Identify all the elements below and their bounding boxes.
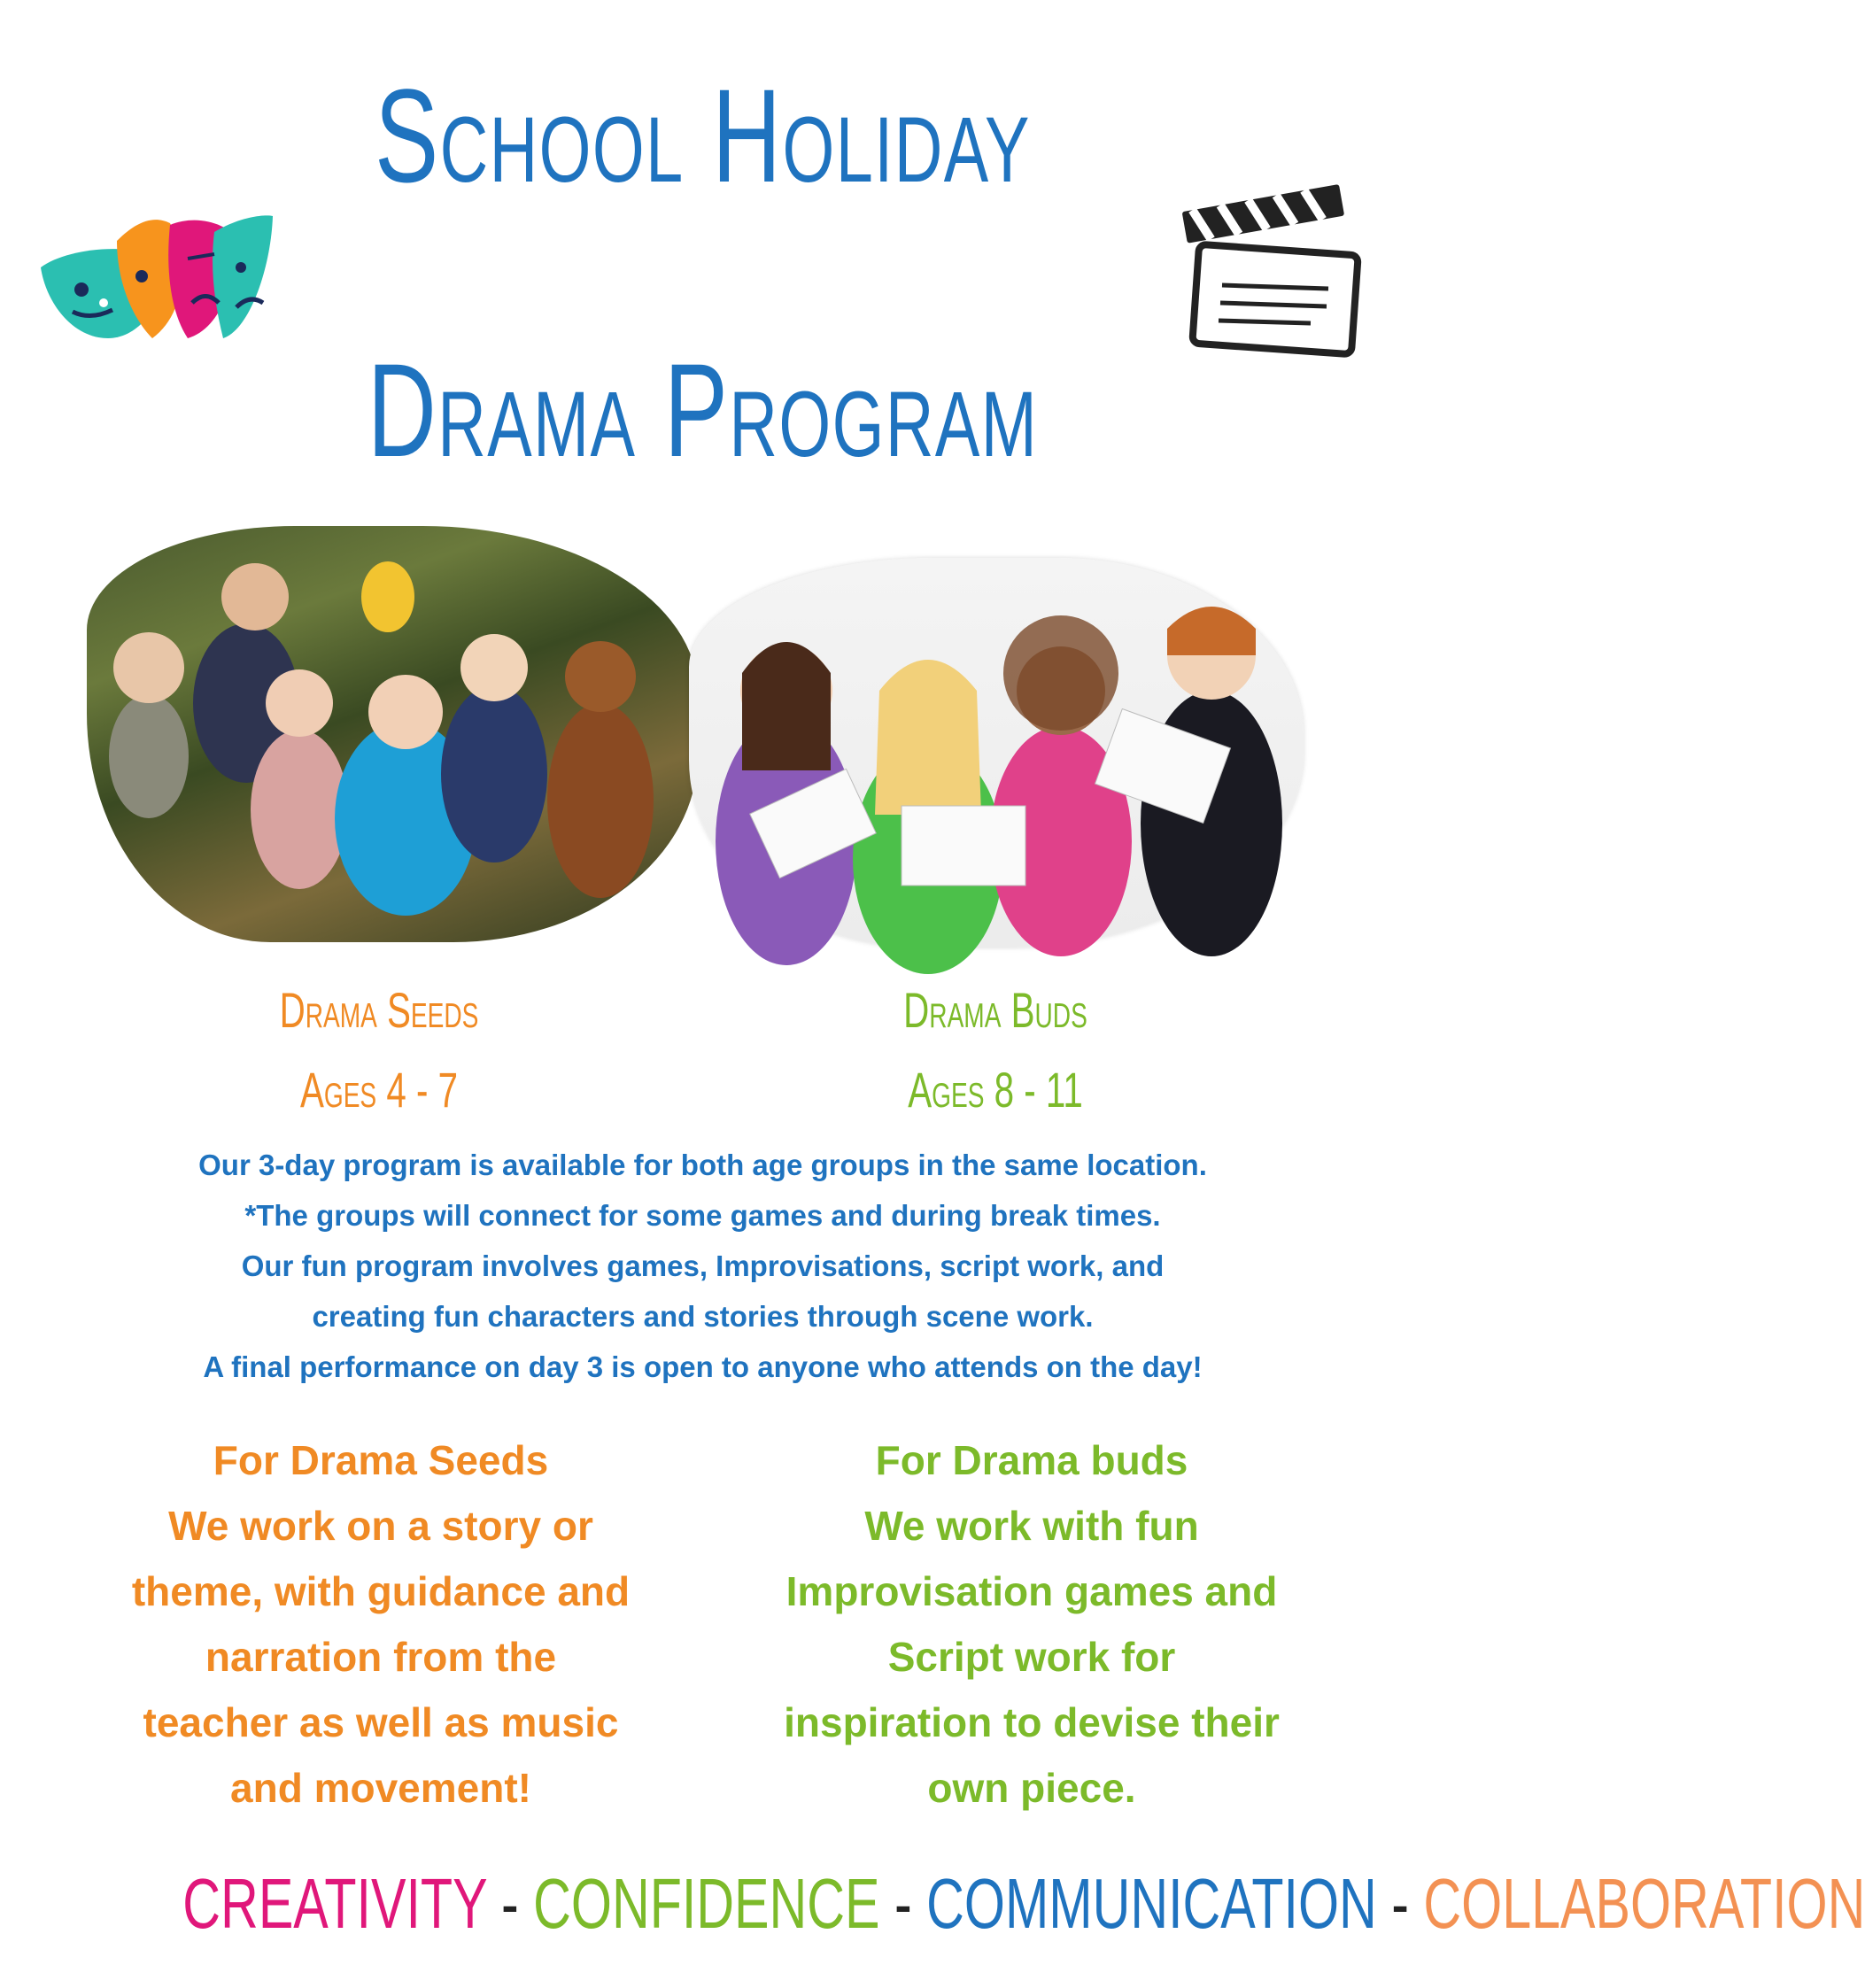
values-tagline: [182, 1864, 1865, 1943]
buds-heading: For Drama buds: [875, 1437, 1188, 1483]
seeds-heading: For Drama Seeds: [213, 1437, 549, 1483]
tagline-separator: -: [1391, 1864, 1409, 1943]
tagline-collaboration: COLLABORATION: [1423, 1864, 1865, 1943]
tagline-separator: -: [500, 1864, 519, 1943]
kids-reading-scripts-image: [689, 558, 1304, 948]
intro-line: *The groups will connect for some games and during break times.: [244, 1199, 1161, 1232]
seeds-group-name: Drama Seeds: [279, 982, 479, 1038]
seeds-line: theme, with guidance and: [131, 1568, 631, 1614]
tagline-communication: COMMUNICATION: [926, 1864, 1377, 1943]
tagline-confidence: CONFIDENCE: [533, 1864, 880, 1943]
photo-drama-seeds-group: [87, 526, 698, 942]
theatre-masks-icon: [37, 205, 275, 347]
tagline-creativity: CREATIVITY: [182, 1864, 487, 1943]
seeds-description: [71, 1427, 691, 1821]
buds-line: inspiration to devise their: [784, 1699, 1280, 1745]
title-line-1: School Holiday: [375, 61, 1031, 210]
photo-drama-buds-group: [689, 558, 1304, 948]
buds-group-ages: Ages 8 - 11: [908, 1062, 1083, 1118]
buds-line: Script work for: [887, 1634, 1176, 1680]
seeds-line: teacher as well as music: [143, 1699, 619, 1745]
group-photo-image: [87, 526, 698, 942]
buds-line: Improvisation games and: [785, 1568, 1278, 1614]
seeds-line: narration from the: [205, 1634, 557, 1680]
intro-line: A final performance on day 3 is open to anyone who attends on the day!: [203, 1350, 1203, 1383]
buds-description: [722, 1427, 1342, 1821]
program-description: [53, 1140, 1352, 1392]
seeds-line: We work on a story or: [168, 1503, 593, 1549]
clapperboard-icon: [1178, 188, 1373, 356]
intro-line: creating fun characters and stories through scene work.: [312, 1300, 1094, 1333]
intro-line: Our 3-day program is available for both age groups in the same location.: [198, 1149, 1207, 1181]
title-line-2: Drama Program: [367, 336, 1039, 484]
seeds-line: and movement!: [230, 1765, 531, 1811]
buds-line: own piece.: [927, 1765, 1136, 1811]
intro-line: Our fun program involves games, Improvisations, script work, and: [241, 1249, 1165, 1282]
buds-group-name: Drama Buds: [903, 982, 1087, 1038]
tagline-separator: -: [894, 1864, 912, 1943]
buds-line: We work with fun: [864, 1503, 1199, 1549]
seeds-group-ages: Ages 4 - 7: [299, 1062, 459, 1118]
